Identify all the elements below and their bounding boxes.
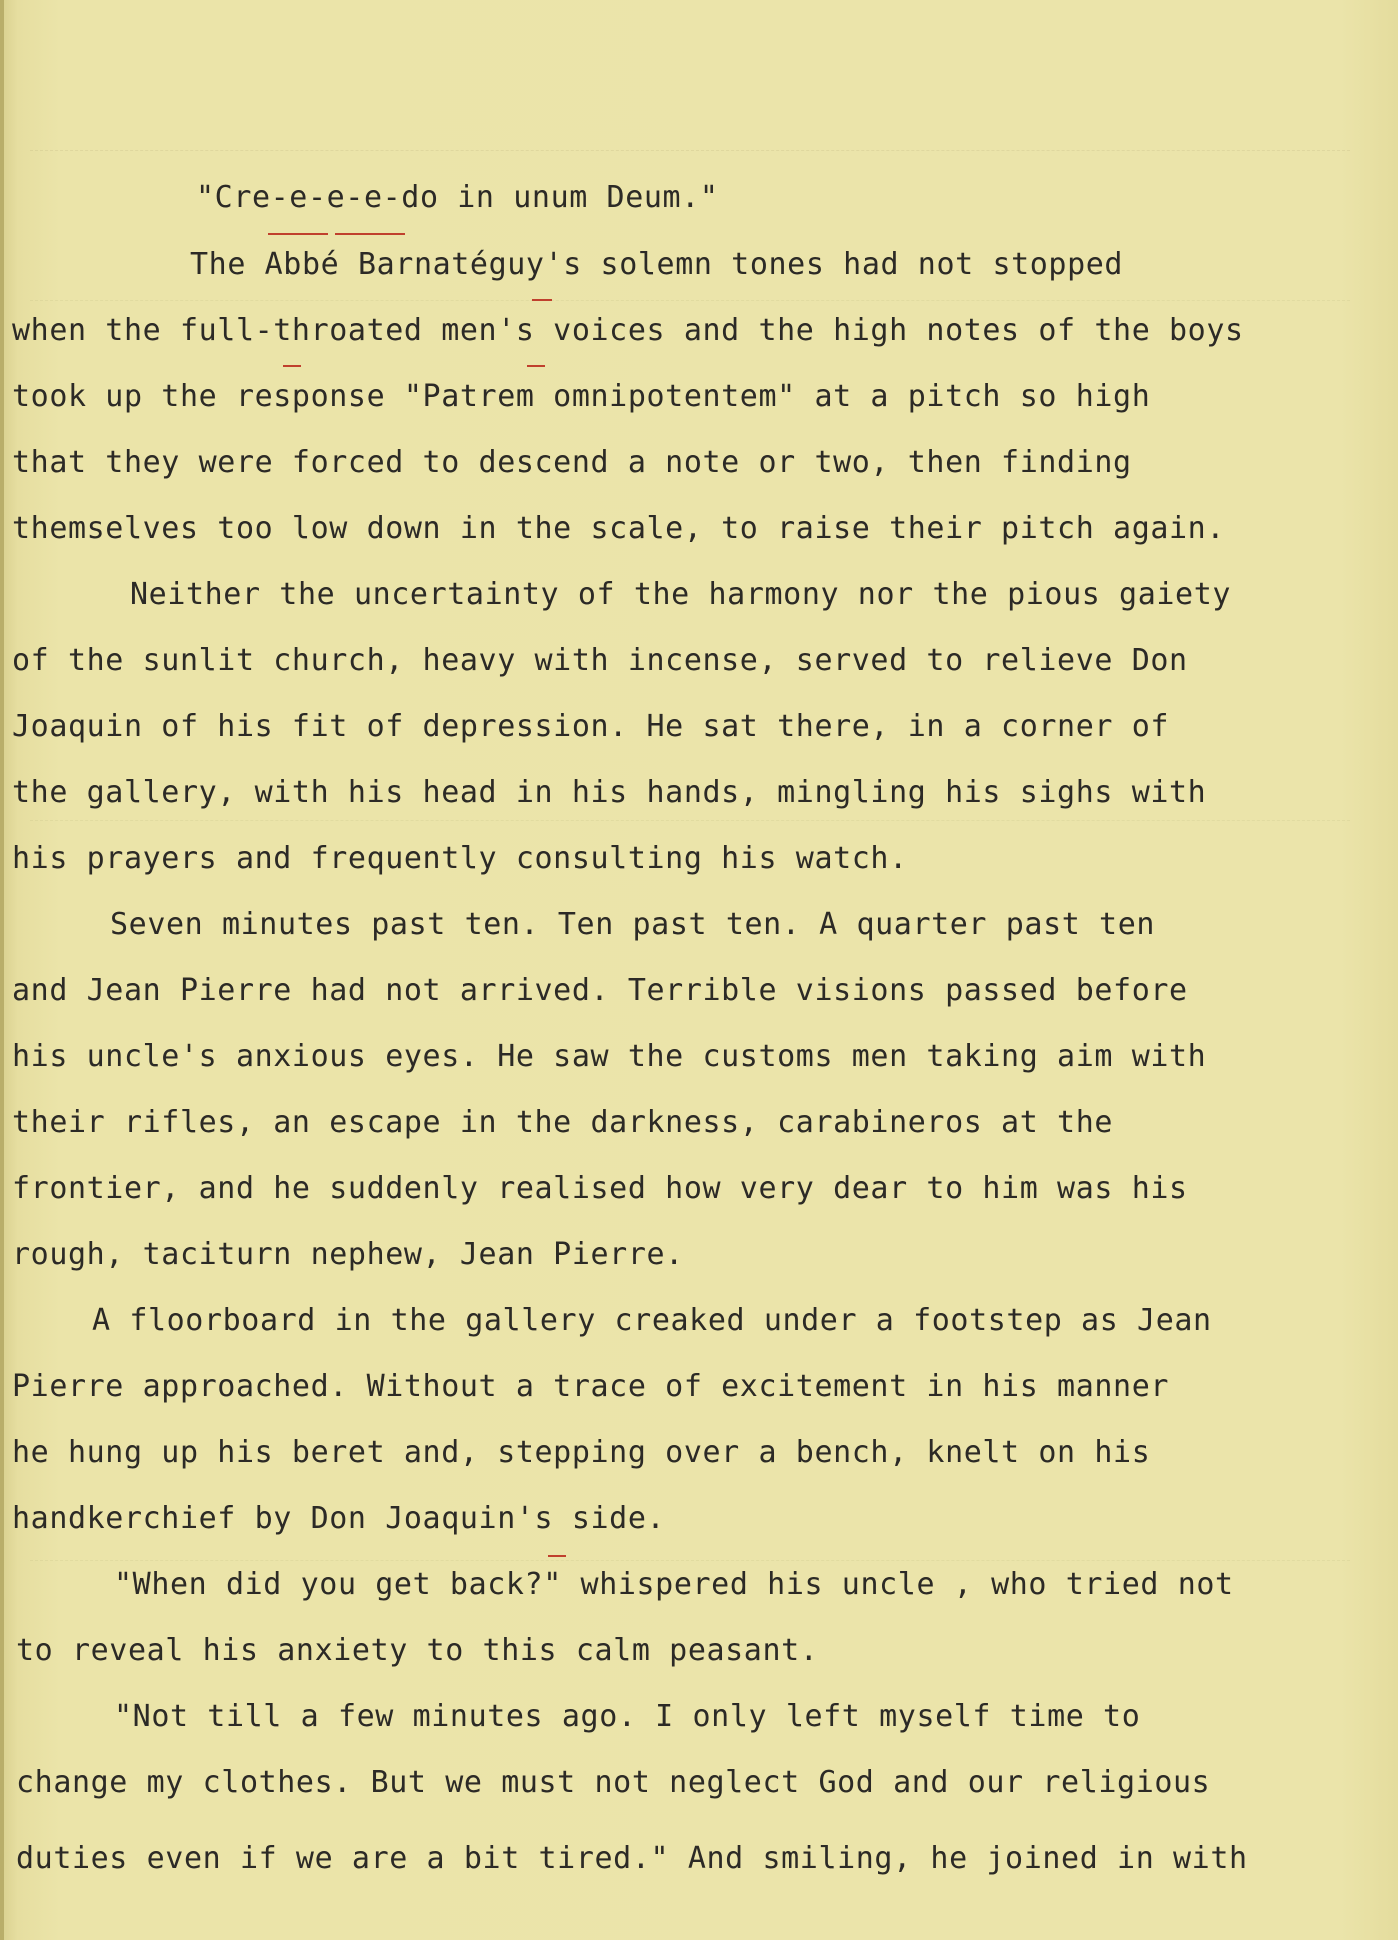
text-line: duties even if we are a bit tired." And smiling, he joined in with (16, 1841, 1248, 1876)
red-correction-mark (283, 365, 301, 367)
text-line: frontier, and he suddenly realised how very dear to him was his (12, 1171, 1188, 1206)
text-line: rough, taciturn nephew, Jean Pierre. (12, 1237, 684, 1272)
text-line: took up the response "Patrem omnipotentem" at a pitch so high (12, 379, 1151, 414)
text-line: that they were forced to descend a note or two, then finding (12, 445, 1132, 480)
text-line: Pierre approached. Without a trace of excitement in his manner (12, 1369, 1170, 1404)
red-correction-mark (548, 1555, 566, 1557)
text-line: "Not till a few minutes ago. I only left myself time to (114, 1699, 1141, 1734)
text-line: handkerchief by Don Joaquin's side. (12, 1501, 666, 1536)
text-line: to reveal his anxiety to this calm peasant. (16, 1633, 819, 1668)
text-line: A floorboard in the gallery creaked under a footstep as Jean (92, 1303, 1212, 1338)
text-line: change my clothes. But we must not neglect God and our religious (16, 1765, 1211, 1800)
text-line: and Jean Pierre had not arrived. Terrible visions passed before (12, 973, 1188, 1008)
text-line: "When did you get back?" whispered his uncle , who tried not (114, 1567, 1234, 1602)
text-line: their rifles, an escape in the darkness, carabineros at the (12, 1105, 1114, 1140)
text-line: Seven minutes past ten. Ten past ten. A quarter past ten (110, 907, 1156, 942)
text-line: Joaquin of his fit of depression. He sat there, in a corner of (12, 709, 1170, 744)
text-line: Neither the uncertainty of the harmony nor the pious gaiety (130, 577, 1232, 612)
text-line: when the full-throated men's voices and the high notes of the boys (12, 313, 1244, 348)
text-line: his prayers and frequently consulting his watch. (12, 841, 908, 876)
text-line: themselves too low down in the scale, to raise their pitch again. (12, 511, 1225, 546)
text-line: "Cre-e-e-e-do in unum Deum." (196, 180, 719, 215)
text-line: his uncle's anxious eyes. He saw the customs men taking aim with (12, 1039, 1207, 1074)
text-line: The Abbé Barnatéguy's solemn tones had not stopped (190, 247, 1124, 282)
text-line: he hung up his beret and, stepping over a bench, knelt on his (12, 1435, 1151, 1470)
text-line: the gallery, with his head in his hands, mingling his sighs with (12, 775, 1207, 810)
red-correction-mark (527, 365, 545, 367)
text-line: of the sunlit church, heavy with incense, served to relieve Don (12, 643, 1188, 678)
red-correction-mark (532, 299, 552, 301)
red-correction-mark (268, 233, 328, 235)
red-correction-mark (335, 233, 405, 235)
